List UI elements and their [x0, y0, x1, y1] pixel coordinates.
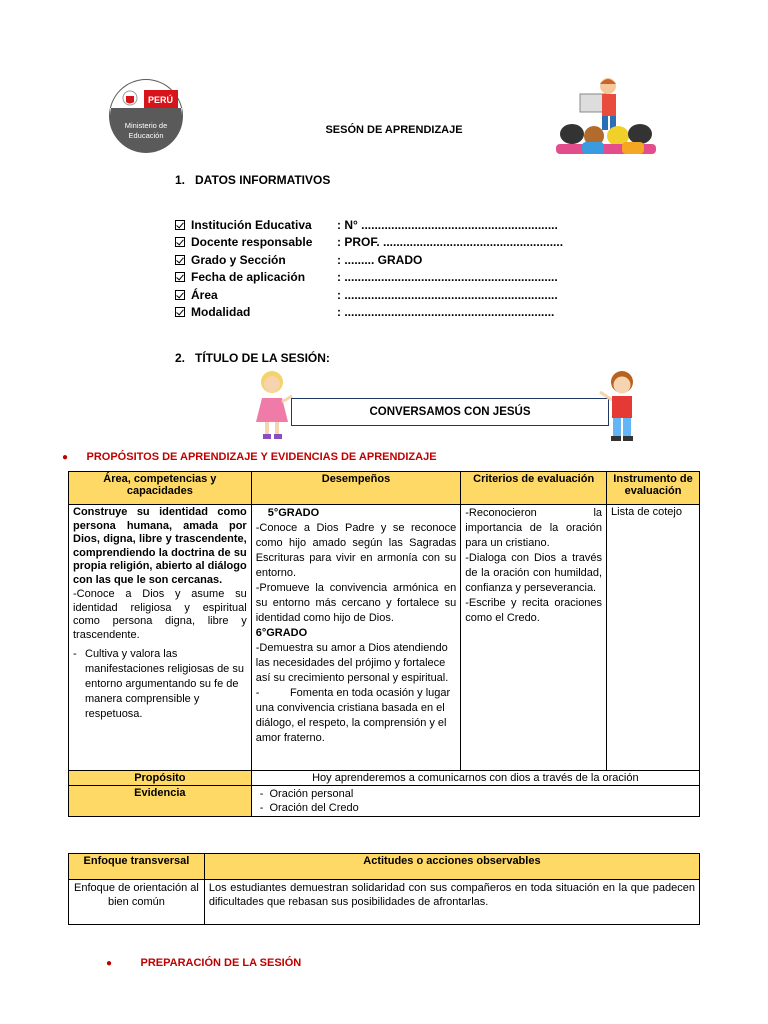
table-row [69, 771, 700, 786]
bullet-icon: ● [62, 452, 69, 463]
logo-country-text: PERÚ [148, 95, 174, 105]
table-header-row [69, 854, 700, 880]
boy-illustration [596, 366, 644, 444]
section-titulo-heading: 2. TÍTULO DE LA SESIÓN: [175, 351, 330, 365]
checkbox-icon [175, 272, 185, 282]
header-cell: Instrumento de evaluación [607, 472, 700, 505]
ministry-logo [108, 78, 184, 154]
field-label: Modalidad [191, 305, 251, 320]
evidencia-label: Evidencia [69, 786, 252, 817]
header-cell: Criterios de evaluación [461, 472, 607, 505]
competencias-cell [69, 505, 252, 771]
table-header-row [69, 472, 700, 505]
evidencia-cell [251, 786, 699, 817]
document-title: SESÓN DE APRENDIZAJE [325, 124, 463, 136]
desempenos-cell [251, 505, 461, 771]
desempeno-text: -Conoce a Dios Padre y se reconoce como hijo amado según las Sagradas Escrituras para vivir en armonía con su entorno. [255, 522, 457, 579]
proposito-label: Propósito [69, 771, 252, 786]
propositos-heading: ● PROPÓSITOS DE APRENDIZAJE Y EVIDENCIAS DE APRENDIZAJE [62, 451, 437, 463]
field-value: : ................................................................ [337, 287, 558, 302]
desempeno-text: - Fomenta en toda ocasión y lugar una convivencia cristiana basada en el diálogo, el respeto, la comprensión y el amor fraterno. [255, 687, 454, 744]
table-row [69, 505, 700, 771]
field-label: Docente responsable [191, 235, 313, 250]
proposito-text: Hoy aprenderemos a comunicarnos con dios a través de la oración [251, 771, 699, 786]
field-row [175, 286, 563, 304]
checkbox-icon [175, 290, 185, 300]
capacidad-text: -Conoce a Dios y asume su identidad religiosa y espiritual como persona digna, libre y trascendente. [73, 588, 247, 641]
checkbox-icon [175, 237, 185, 247]
field-value: : PROF. ...................................................... [337, 235, 564, 250]
table-row [69, 786, 700, 817]
actitudes-cell: Los estudiantes demuestran solidaridad con sus compañeros en toda situación en la que padecen dificultades que rebasan sus posibilidades de afrontarlas. [204, 880, 699, 925]
students-illustration [552, 76, 660, 160]
criterio-text: -Reconocieron la importancia de la oración para un cristiano. [465, 507, 603, 549]
grado6-title: 6°GRADO [255, 627, 308, 639]
grado5-title: 5°GRADO [267, 507, 320, 519]
header-cell: Desempeños [251, 472, 461, 505]
instrumento-cell: Lista de cotejo [607, 505, 700, 771]
desempeno-text: -Demuestra su amor a Dios atendiendo las necesidades del prójimo y fortalece así su crecimiento personal y espiritual. [255, 642, 449, 684]
datos-fields [175, 216, 563, 321]
preparacion-heading: ● PREPARACIÓN DE LA SESIÓN [106, 957, 302, 969]
field-label: Grado y Sección [191, 252, 286, 267]
header-cell: Actitudes o acciones observables [204, 854, 699, 880]
desempeno-text: -Promueve la convivencia armónica en su entorno más cercano y fortalece su identidad como hijo de Dios. [255, 582, 457, 624]
field-value: : ......... GRADO [337, 252, 423, 267]
header-cell: Área, competencias y capacidades [69, 472, 252, 505]
section-datos-heading: 1. DATOS INFORMATIVOS [175, 173, 331, 187]
svg-text:Ministerio de: Ministerio de [124, 121, 168, 130]
criterio-text: -Escribe y recita oraciones como el Credo. [465, 597, 603, 624]
field-value: : ................................................................ [337, 270, 558, 285]
girl-illustration [252, 366, 294, 442]
field-row [175, 269, 563, 287]
list-item: - Oración personal [259, 788, 354, 800]
field-row [175, 234, 563, 252]
table-row [69, 880, 700, 925]
capacidad-item: - Cultiva y valora las manifestaciones religiosas de su entorno argumentando su fe de manera comprensible y respetuosa. [73, 648, 244, 720]
field-row [175, 304, 563, 322]
field-label: Área [191, 287, 218, 302]
checkbox-icon [175, 307, 185, 317]
list-item: - Oración del Credo [259, 802, 359, 814]
enfoque-table [68, 853, 700, 925]
field-label: Institución Educativa [191, 217, 312, 232]
competencia-text: Construye su identidad como persona humana, amada por Dios, digna, libre y trascendente, comprendiendo la doctrina de su propia religión, abierto al diálogo con las que le son cercanas. [73, 506, 247, 586]
field-label: Fecha de aplicación [191, 270, 306, 285]
field-row [175, 251, 563, 269]
field-value: : ............................................................... [337, 305, 555, 320]
bullet-icon: ● [106, 958, 113, 969]
propositos-table [68, 471, 700, 817]
enfoque-cell: Enfoque de orientación al bien común [69, 880, 205, 925]
header-cell: Enfoque transversal [69, 854, 205, 880]
svg-text:Educación: Educación [128, 131, 164, 140]
criterios-cell [461, 505, 607, 771]
field-row [175, 216, 563, 234]
checkbox-icon [175, 255, 185, 265]
session-title-box: CONVERSAMOS CON JESÚS [291, 398, 609, 426]
field-value: : N° ........................................................... [337, 217, 558, 232]
criterio-text: -Dialoga con Dios a través de la oración con humildad, confianza y perseverancia. [465, 552, 603, 594]
checkbox-icon [175, 220, 185, 230]
